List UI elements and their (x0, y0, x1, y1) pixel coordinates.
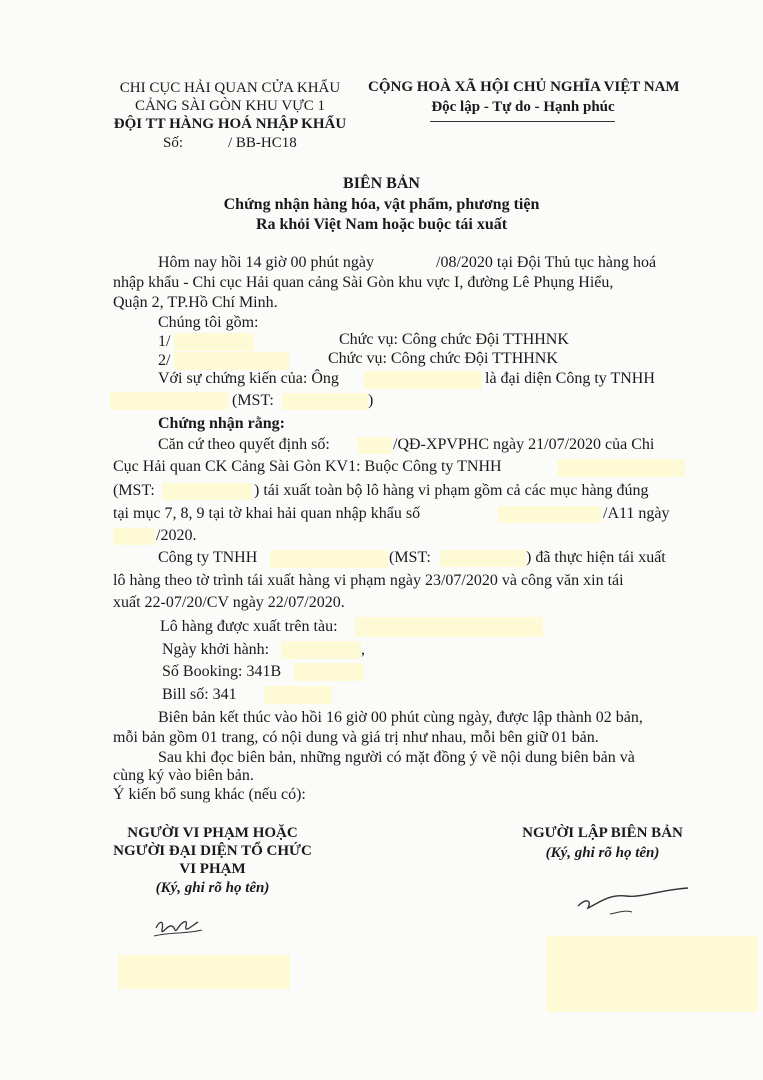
redaction-violator-name (118, 955, 290, 989)
witness-line-a: Với sự chứng kiến của: Ông (158, 370, 339, 387)
redaction-mst-1 (282, 393, 368, 410)
additional-opinion: Ý kiến bổ sung khác (nếu có): (113, 786, 306, 803)
recorder-sign-note: (Ký, ghi rõ họ tên) (545, 845, 660, 861)
doc-subtitle-2: Ra khỏi Việt Nam hoặc buộc tái xuất (255, 216, 508, 233)
doc-number-label: Số: (163, 135, 184, 151)
closing-line-1: Biên bản kết thúc vào hồi 16 giờ 00 phút cùng ngày, được lập thành 02 bản, (158, 709, 643, 726)
agency-team: ĐỘI TT HÀNG HOÁ NHẬP KHẨU (113, 116, 347, 132)
intro-line-2: nhập khẩu - Chi cục Hải quan cảng Sài Gòn khu vực I, đường Lê Phụng Hiểu, (113, 274, 614, 291)
basis-line-3b: ) tái xuất toàn bộ lô hàng vi phạm gồm cả các mục hàng đúng (254, 482, 649, 499)
basis-line-1b: /QĐ-XPVPHC ngày 21/07/2020 của Chi (393, 436, 655, 453)
agency-line-2: CẢNG SÀI GÒN KHU VỰC 1 (134, 98, 326, 114)
motto-underline (430, 121, 615, 122)
violator-sign-note: (Ký, ghi rõ họ tên) (155, 880, 270, 896)
basis-line-2: Cục Hải quan CK Cảng Sài Gòn KV1: Buộc Công ty TNHH (113, 458, 502, 475)
redaction-company-3 (270, 550, 388, 568)
redaction-company-1 (110, 392, 228, 410)
doc-title: BIÊN BẢN (343, 175, 420, 192)
departure-label: Ngày khởi hành: (162, 641, 270, 658)
redaction-recorder-name (546, 936, 758, 1012)
intro-line-3: Quận 2, TP.Hồ Chí Minh. (113, 294, 278, 311)
republic-motto: Độc lập - Tự do - Hạnh phúc (431, 99, 615, 115)
doc-number-code: / BB-HC18 (228, 135, 297, 151)
intro-line-1b: /08/2020 tại Đội Thủ tục hàng hoá (436, 254, 657, 271)
reexport-line-1b: (MST: (389, 549, 431, 566)
certify-heading: Chứng nhận rằng: (158, 415, 285, 432)
member-1-role: Chức vụ: Công chức Đội TTHHNK (339, 331, 569, 348)
basis-line-4b: /A11 ngày (603, 505, 670, 522)
member-2-index: 2/ (158, 352, 171, 369)
intro-line-1a: Hôm nay hồi 14 giờ 00 phút ngày (158, 254, 374, 271)
redaction-mst-2 (162, 483, 252, 500)
redaction-decision (357, 437, 392, 454)
reexport-line-1c: ) đã thực hiện tái xuất (526, 549, 666, 566)
redaction-departure (281, 641, 361, 659)
agency-line-1: CHI CỤC HẢI QUAN CỬA KHẨU (119, 80, 341, 96)
reexport-line-2: lô hàng theo tờ trình tái xuất hàng vi phạm ngày 23/07/2020 và công văn xin tái (113, 572, 624, 589)
violator-signature (150, 912, 210, 942)
doc-subtitle-1: Chứng nhận hàng hóa, vật phẩm, phương tiện (223, 196, 540, 213)
reexport-line-3: xuất 22-07/20/CV ngày 22/07/2020. (113, 594, 345, 611)
witness-line-b: là đại diện Công ty TNHH (485, 370, 655, 387)
redaction-bill (264, 686, 332, 704)
booking-label: Số Booking: 341B (162, 663, 282, 680)
redaction-date (113, 528, 155, 545)
vessel-label: Lô hàng được xuất trên tàu: (160, 618, 338, 635)
redaction-mst-3 (440, 550, 526, 567)
closing-line-4: cùng ký vào biên bản. (113, 767, 254, 784)
basis-line-4a: tại mục 7, 8, 9 tại tờ khai hải quan nhập khẩu số (113, 505, 421, 522)
members-label: Chúng tôi gồm: (158, 314, 259, 331)
redaction-declaration (498, 506, 601, 523)
closing-line-3: Sau khi đọc biên bản, những người có mặt đồng ý về nội dung biên bản và (158, 749, 635, 766)
reexport-line-1a: Công ty TNHH (158, 549, 258, 566)
violator-title-2: NGƯỜI ĐẠI DIỆN TỔ CHỨC (113, 843, 312, 859)
closing-line-2: mỗi bản gồm 01 trang, có nội dung và giá trị như nhau, mỗi bên giữ 01 bản. (113, 729, 599, 746)
redaction-company-2 (557, 459, 685, 477)
basis-line-1a: Căn cứ theo quyết định số: (158, 436, 330, 453)
witness-mst-a: (MST: (232, 392, 274, 409)
redaction-member-2 (174, 352, 289, 370)
redaction-member-1 (174, 333, 254, 351)
redaction-vessel (355, 617, 543, 637)
basis-line-3a: (MST: (113, 482, 155, 499)
recorder-signature (570, 880, 700, 920)
member-1-index: 1/ (158, 333, 171, 350)
bill-label: Bill số: 341 (162, 686, 237, 703)
republic-title: CỘNG HOÀ XÃ HỘI CHỦ NGHĨA VIỆT NAM (368, 79, 680, 95)
recorder-title: NGƯỜI LẬP BIÊN BẢN (522, 825, 683, 841)
departure-comma: , (361, 641, 365, 658)
witness-mst-b: ) (368, 392, 374, 409)
redaction-witness (364, 371, 482, 389)
violator-title-3: VI PHẠM (179, 861, 246, 877)
basis-line-5: /2020. (156, 527, 197, 544)
violator-title-1: NGƯỜI VI PHẠM HOẶC (127, 825, 298, 841)
member-2-role: Chức vụ: Công chức Đội TTHHNK (328, 350, 558, 367)
redaction-booking (294, 663, 364, 681)
